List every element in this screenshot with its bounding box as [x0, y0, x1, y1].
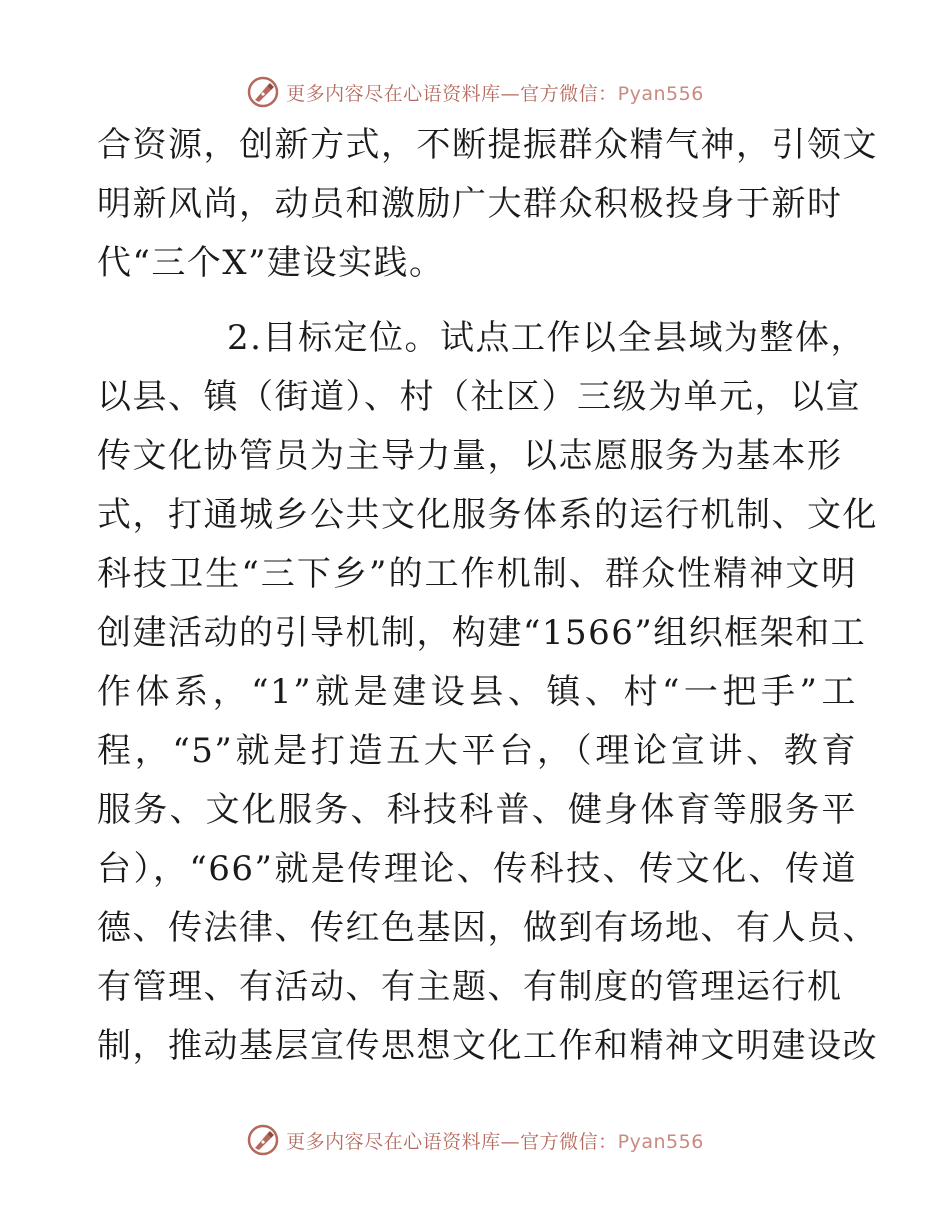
text-line: 式，打通城乡公共文化服务体系的运行机制、文化: [97, 495, 878, 535]
watermark-text: [286, 79, 704, 106]
text-line: 以县、镇（街道）、村（社区）三级为单元，以宣: [97, 377, 861, 417]
footer-watermark: [0, 1120, 950, 1160]
pen-nib-circle-icon: [246, 75, 280, 109]
text-line: 程，“5”就是打造五大平台，（理论宣讲、教育: [97, 731, 857, 771]
text-line: 制，推动基层宣传思想文化工作和精神文明建设改: [97, 1026, 878, 1066]
paragraph: [97, 116, 878, 293]
watermark-text: [286, 1127, 704, 1154]
text-line: 传文化协管员为主导力量，以志愿服务为基本形: [97, 436, 843, 476]
text-line: 科技卫生“三下乡”的工作机制、群众性精神文明: [97, 554, 857, 594]
document-body: [97, 116, 878, 1076]
text-line: 2.目标定位。试点工作以全县域为整体，: [227, 318, 866, 358]
text-line: 创建活动的引导机制，构建“1566”组织框架和工: [97, 613, 867, 653]
watermark-wechat-id: Pyan556: [617, 1130, 704, 1153]
text-line: 代“三个X”建设实践。: [97, 243, 445, 283]
text-line: 服务、文化服务、科技科普、健身体育等服务平: [97, 790, 857, 830]
paragraph: [97, 309, 878, 1076]
watermark-wechat-id: Pyan556: [617, 82, 704, 105]
pen-nib-circle-icon: [246, 1123, 280, 1157]
watermark-label: 更多内容尽在心语资料库—官方微信：: [286, 82, 618, 105]
text-line: 作体系，“1”就是建设县、镇、村“一把手”工: [97, 672, 857, 712]
text-line: 明新风尚，动员和激励广大群众积极投身于新时: [97, 184, 843, 224]
text-line: 台），“66”就是传理论、传科技、传文化、传道: [97, 849, 857, 889]
text-line: 德、传法律、传红色基因，做到有场地、有人员、: [97, 908, 878, 948]
text-line: 有管理、有活动、有主题、有制度的管理运行机: [97, 967, 843, 1007]
watermark-label: 更多内容尽在心语资料库—官方微信：: [286, 1130, 618, 1153]
header-watermark: [0, 72, 950, 112]
text-line: 合资源，创新方式，不断提振群众精气神，引领文: [97, 125, 878, 165]
